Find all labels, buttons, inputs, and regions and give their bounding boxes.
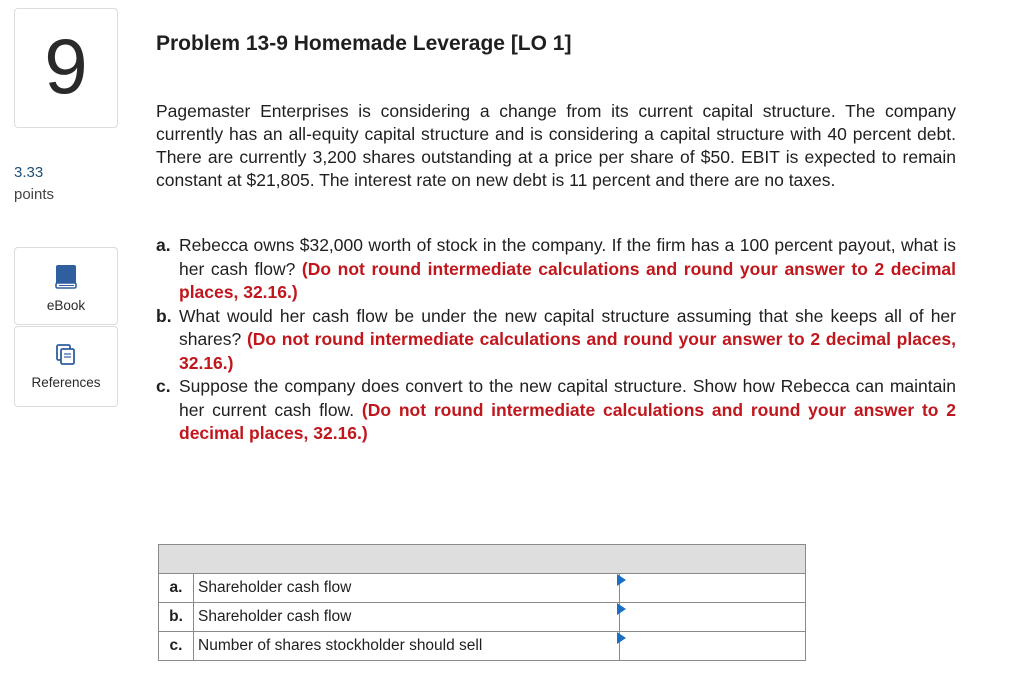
problem-title: Problem 13-9 Homemade Leverage [LO 1] [156, 32, 572, 55]
part-instruction: (Do not round intermediate calculations and round your answer to 2 decimal places, 32.16.) [179, 258, 956, 302]
part-question: What would her cash flow be under the new capital structure assuming that she keeps all of her shares? [179, 305, 956, 349]
answer-a-field[interactable] [620, 574, 805, 602]
ebook-label: eBook [46, 298, 86, 313]
problem-intro: Pagemaster Enterprises is considering a change from its current capital structure. The company currently has an all-equity capital structure and is considering a capital structure with 40 percent debt. There are currently 3,200 shares outstanding at a price per share of $50. EBIT is expected to remain constant at $21,805. The interest rate on new debt is 11 percent and there are no taxes. [156, 101, 956, 190]
ebook-button[interactable] [14, 247, 118, 325]
row-label: Shareholder cash flow [194, 603, 620, 632]
answer-table [158, 544, 806, 661]
references-button[interactable] [14, 326, 118, 407]
points-value: 3.33 [14, 164, 44, 181]
part-a [156, 234, 956, 305]
part-question: Suppose the company does convert to the new capital structure. Show how Rebecca can maintain her current cash flow. [179, 376, 956, 420]
part-text [179, 375, 956, 446]
points-label: points [14, 186, 55, 203]
answer-table-header [159, 545, 806, 574]
answer-a-input[interactable] [620, 574, 806, 603]
part-letter: a. [156, 235, 171, 255]
part-question: Rebecca owns $32,000 worth of stock in the company. If the firm has a 100 percent payout, what is her cash flow? [179, 235, 956, 279]
question-number-box [14, 8, 118, 128]
row-letter: b. [159, 603, 194, 632]
problem-parts [156, 234, 956, 446]
row-label: Number of shares stockholder should sell [194, 632, 620, 661]
part-instruction: (Do not round intermediate calculations and round your answer to 2 decimal places, 32.16.) [179, 329, 956, 373]
table-row [159, 574, 806, 603]
part-instruction: (Do not round intermediate calculations and round your answer to 2 decimal places, 32.16.) [179, 399, 957, 443]
question-number: 9 [44, 22, 88, 110]
answer-c-field[interactable] [620, 632, 805, 660]
row-letter: a. [159, 574, 194, 603]
answer-table-header-cell [159, 545, 806, 574]
part-text [179, 305, 956, 376]
part-letter: b. [156, 305, 172, 326]
row-label: Shareholder cash flow [194, 574, 620, 603]
answer-c-input[interactable] [620, 632, 806, 661]
documents-icon [55, 343, 77, 367]
row-letter: c. [159, 632, 194, 661]
part-text [179, 234, 956, 305]
book-icon [55, 264, 77, 290]
table-row [159, 632, 806, 661]
answer-b-input[interactable] [620, 603, 806, 632]
part-c [156, 375, 956, 446]
part-b [156, 305, 956, 376]
references-label: References [31, 375, 101, 390]
answer-b-field[interactable] [620, 603, 805, 631]
table-row [159, 603, 806, 632]
part-letter: c. [156, 376, 171, 396]
